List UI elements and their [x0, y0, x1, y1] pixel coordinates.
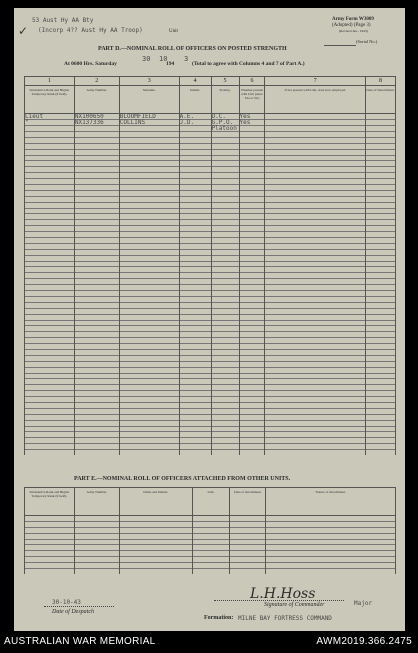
col-num: 3	[119, 77, 179, 86]
col-header: Unit.	[192, 488, 230, 516]
date-month: 10	[159, 55, 168, 63]
unit-line-2: (Incorp 4?? Aust Hy AA Troop)	[38, 27, 143, 34]
table-cell: BLOOMFIELD	[119, 114, 179, 120]
part-e-title: PART E.—NOMINAL ROLL OF OFFICERS ATTACHED FROM OTHER UNITS.	[74, 476, 291, 482]
form-adopted: (Adopted) (Page 3)	[332, 23, 371, 28]
column-header-row	[25, 86, 396, 114]
rank: Major	[354, 600, 373, 607]
part-d-table	[24, 76, 396, 455]
col-header: Initials.	[179, 86, 211, 114]
col-num: 4	[179, 77, 211, 86]
table-cell: Yes	[239, 120, 265, 126]
table-cell	[211, 450, 239, 455]
table-cell: J.D.	[179, 120, 211, 126]
table-cell	[192, 569, 230, 574]
date-despatch-label: Date of Despatch	[52, 609, 94, 615]
date-day: 30	[142, 55, 151, 63]
tick-mark-icon: ✓	[18, 24, 29, 38]
at-line-prefix: At 0600 Hrs. Saturday	[64, 61, 117, 67]
commander-signature: L.H.Hoss	[250, 586, 316, 602]
form-name: Army Form W3009	[332, 17, 374, 22]
col-header: Substantive Rank and Higher Temporary Rank (if held).	[25, 488, 75, 516]
archive-id: AWM2019.366.2475	[316, 636, 412, 647]
formation-label: Formation:	[204, 615, 234, 621]
table-cell	[230, 569, 266, 574]
signature-line	[214, 600, 344, 601]
table-cell	[265, 450, 366, 455]
col-header: Army Number.	[74, 86, 119, 114]
unit-label: Unit	[169, 29, 178, 34]
table-cell: "	[25, 120, 75, 126]
form-revised: (Revised Jan., 1943)	[339, 29, 368, 33]
table-cell	[239, 450, 265, 455]
year-prefix: 194	[166, 61, 175, 67]
col-num: 1	[25, 77, 75, 86]
column-number-row	[25, 77, 396, 86]
part-d-title: PART D.—NOMINAL ROLL OF OFFICERS ON POSTED STRENGTH	[98, 46, 287, 52]
date-despatch-typed: 30-10-43	[52, 599, 81, 606]
table-cell	[119, 450, 179, 455]
table-cell: G.P.O.	[211, 120, 239, 126]
table-cell: Lieut	[25, 114, 75, 120]
col-header: Substantive Rank and Higher Temporary Rank (if held).	[25, 86, 75, 114]
table-cell	[25, 569, 75, 574]
part-e-table	[24, 487, 396, 574]
col-header: Nature of Attachment.	[266, 488, 396, 516]
table-cell	[366, 450, 396, 455]
serial-line	[324, 45, 356, 46]
col-header: Date of Detachment.	[366, 86, 396, 114]
col-header: Whether present with Unit (enter Yes or No)	[239, 86, 265, 114]
form-page	[14, 8, 405, 631]
signature-label: Signature of Commander	[264, 602, 325, 608]
col-header: Posting.	[211, 86, 239, 114]
serial-label: (Serial No.)	[356, 39, 378, 44]
table-cell: A.E.	[179, 114, 211, 120]
unit-line-1: 53 Aust Hy AA Bty	[32, 17, 94, 24]
part-e-header-row	[25, 488, 396, 516]
col-num: 6	[239, 77, 265, 86]
at-line-suffix: (Total to agree with Columns 4 and 7 of Part A.)	[192, 61, 305, 67]
table-cell	[74, 450, 119, 455]
col-num: 2	[74, 77, 119, 86]
despatch-line	[44, 606, 114, 607]
table-cell: Yes	[239, 114, 265, 120]
table-cell: NX100650	[74, 114, 119, 120]
table-cell	[179, 450, 211, 455]
col-header: Date of Attachment.	[230, 488, 266, 516]
part-e-rows	[25, 516, 396, 574]
archive-footer-bar	[0, 631, 418, 653]
col-num: 7	[265, 77, 366, 86]
table-row	[25, 450, 396, 455]
col-header: If not present with Unit, state how employed.	[265, 86, 366, 114]
table-cell	[74, 569, 119, 574]
table-cell: Platoon	[211, 126, 239, 132]
table-cell: COLLINS	[119, 120, 179, 126]
date-year: 3	[184, 55, 189, 63]
col-header: Army Number.	[74, 488, 119, 516]
table-cell	[266, 569, 396, 574]
col-header: Name and Initials.	[119, 488, 192, 516]
part-d-rows	[25, 114, 396, 455]
table-cell: NX137336	[74, 120, 119, 126]
col-num: 8	[366, 77, 396, 86]
formation-value: MILNE BAY FORTRESS COMMAND	[238, 615, 332, 622]
archive-name: AUSTRALIAN WAR MEMORIAL	[4, 636, 156, 647]
table-cell	[119, 569, 192, 574]
col-header: Surname.	[119, 86, 179, 114]
table-row	[25, 569, 396, 574]
col-num: 5	[211, 77, 239, 86]
table-cell: O.C.	[211, 114, 239, 120]
table-cell	[25, 450, 75, 455]
